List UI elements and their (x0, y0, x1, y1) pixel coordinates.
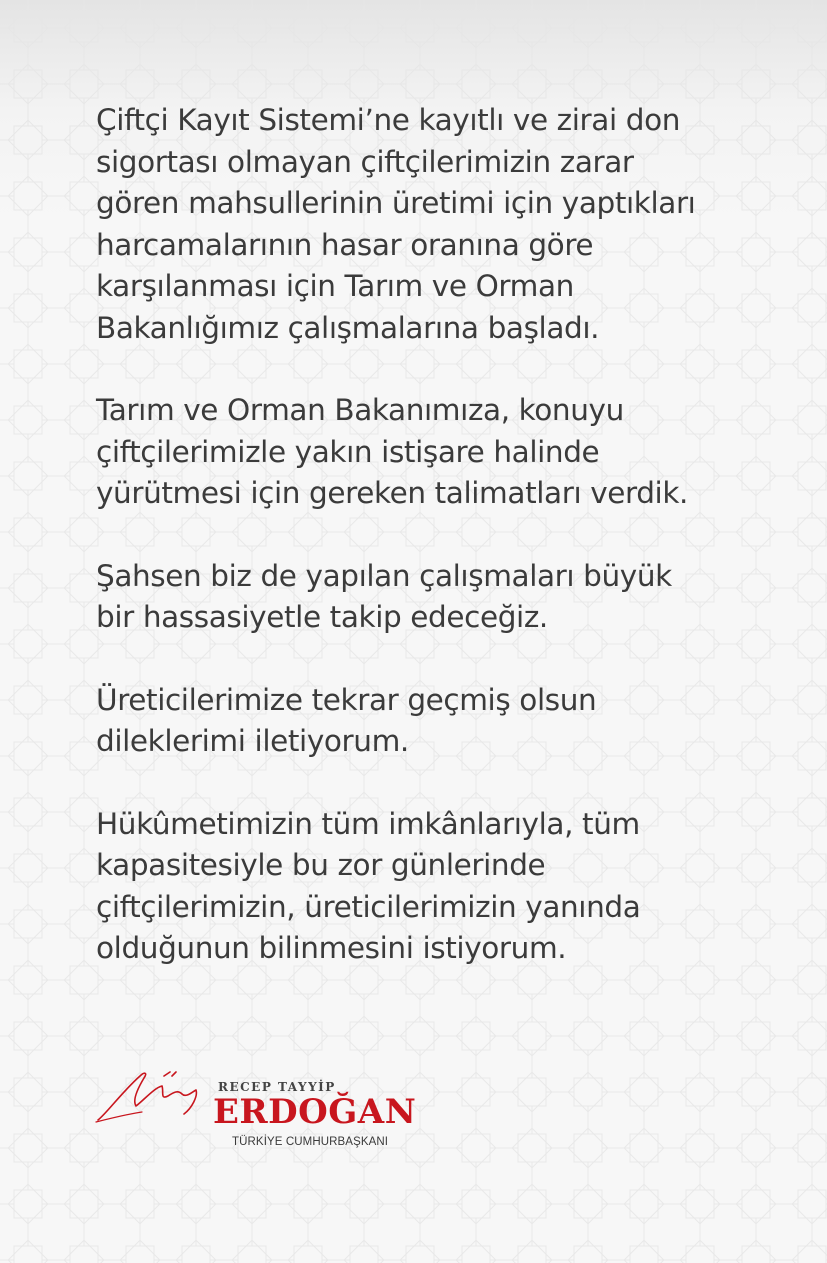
handwritten-signature (92, 1062, 232, 1132)
paragraph: Üreticilerimize tekrar geçmiş olsun dileklerimi iletiyorum. (96, 682, 597, 758)
signature-last-name: ERDOĞAN (213, 1092, 417, 1132)
paragraph: Çiftçi Kayıt Sistemi’ne kayıtlı ve zirai don sigortası olmayan çiftçilerimizin zarar gören mahsullerinin üretimi için yaptıkları harcamalarının hasar oranına göre karşılanması için Tarım ve Orman Bakanlığımız çalışmalarına başladı. (96, 103, 696, 345)
paragraph: Hükûmetimizin tüm imkânlarıyla, tüm kapasitesiyle bu zor günlerinde çiftçilerimizin, üreticilerimizin yanında olduğunun bilinmesini istiyorum. (96, 806, 641, 965)
signature-title: TÜRKİYE CUMHURBAŞKANI (232, 1136, 389, 1148)
paragraph: Tarım ve Orman Bakanımıza, konuyu çiftçilerimizle yakın istişare halinde yürütmesi için gereken talimatları verdik. (96, 393, 689, 510)
paragraph: Şahsen biz de yapılan çalışmaları büyük bir hassasiyetle takip edeceğiz. (96, 558, 672, 634)
signature-first-name: RECEP TAYYİP (218, 1080, 336, 1094)
signature-block (92, 1062, 432, 1162)
letter-body (96, 100, 776, 970)
